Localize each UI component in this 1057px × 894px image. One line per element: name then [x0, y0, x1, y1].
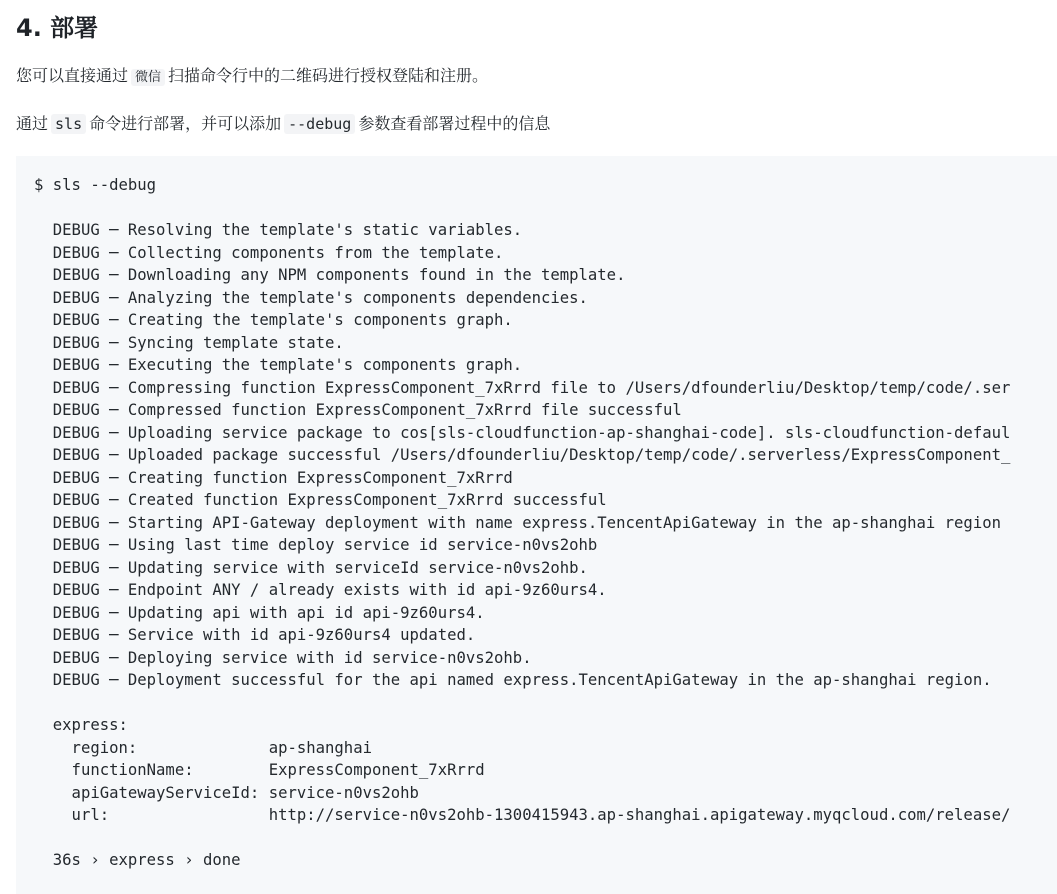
- inline-code-sls: sls: [51, 114, 86, 134]
- terminal-line: DEBUG ─ Deploying service with id service-n0vs2ohb.: [34, 648, 532, 667]
- terminal-line: DEBUG ─ Downloading any NPM components found in the template.: [34, 266, 626, 284]
- terminal-line: DEBUG ─ Collecting components from the template.: [34, 243, 504, 262]
- section-heading: 4. 部署: [16, 14, 99, 42]
- terminal-line: express:: [34, 716, 128, 734]
- terminal-line: url: http://service-n0vs2ohb-1300415943.ap-shanghai.apigateway.myqcloud.com/release/: [34, 806, 1011, 824]
- deploy-text-middle: 命令进行部署，并可以添加: [89, 114, 282, 133]
- terminal-line: $ sls --debug: [34, 176, 157, 194]
- terminal-line: DEBUG ─ Updating service with serviceId service-n0vs2ohb.: [34, 558, 588, 577]
- terminal-line: DEBUG ─ Uploading service package to cos[sls-cloudfunction-ap-shanghai-code]. sls-cloudfunction-defaul: [34, 423, 1011, 442]
- terminal-line: DEBUG ─ Created function ExpressComponent_7xRrrd successful: [34, 491, 607, 509]
- terminal-output: [34, 174, 1010, 872]
- terminal-line: DEBUG ─ Syncing template state.: [34, 333, 344, 352]
- terminal-line: DEBUG ─ Service with id api-9z60urs4 updated.: [34, 626, 476, 644]
- terminal-line: DEBUG ─ Updating api with api id api-9z60urs4.: [34, 603, 485, 622]
- terminal-line: DEBUG ─ Creating function ExpressComponent_7xRrrd: [34, 468, 513, 487]
- terminal-line: functionName: ExpressComponent_7xRrrd: [34, 761, 485, 779]
- terminal-line: [34, 827, 1010, 850]
- terminal-line: DEBUG ─ Starting API-Gateway deployment with name express.TencentApiGateway in the ap-shanghai region: [34, 513, 1001, 532]
- intro-text-after: 扫描命令行中的二维码进行授权登陆和注册。: [168, 66, 489, 85]
- deploy-text-after: 参数查看部署过程中的信息: [358, 114, 551, 133]
- intro-paragraph: [16, 63, 488, 91]
- terminal-line: DEBUG ─ Creating the template's components graph.: [34, 311, 513, 329]
- terminal-line: apiGatewayServiceId: service-n0vs2ohb: [34, 783, 419, 802]
- terminal-line: DEBUG ─ Using last time deploy service id service-n0vs2ohb: [34, 536, 598, 554]
- terminal-line: DEBUG ─ Uploaded package successful /Users/dfounderliu/Desktop/temp/code/.serverless/ExpressComponent_: [34, 446, 1011, 464]
- terminal-line: DEBUG ─ Deployment successful for the api named express.TencentApiGateway in the ap-shanghai region.: [34, 671, 992, 689]
- terminal-line: DEBUG ─ Compressed function ExpressComponent_7xRrrd file successful: [34, 401, 682, 419]
- deploy-text-before: 通过: [16, 114, 49, 133]
- terminal-line: [34, 197, 1010, 220]
- deploy-paragraph: [16, 111, 550, 137]
- terminal-line: DEBUG ─ Analyzing the template's components dependencies.: [34, 288, 588, 307]
- inline-code-wechat: 微信: [131, 69, 165, 86]
- intro-text-before: 您可以直接通过: [16, 66, 129, 85]
- terminal-line: DEBUG ─ Executing the template's components graph.: [34, 356, 523, 374]
- terminal-line: DEBUG ─ Compressing function ExpressComponent_7xRrrd file to /Users/dfounderliu/Desktop/temp/code/.ser: [34, 378, 1011, 397]
- inline-code-debug: --debug: [284, 114, 355, 134]
- terminal-code-block: [16, 156, 1057, 894]
- terminal-line: [34, 692, 1010, 715]
- terminal-line: DEBUG ─ Resolving the template's static variables.: [34, 221, 523, 239]
- terminal-line: DEBUG ─ Endpoint ANY / already exists with id api-9z60urs4.: [34, 581, 607, 599]
- terminal-line: region: ap-shanghai: [34, 738, 372, 757]
- terminal-line: 36s › express › done: [34, 851, 241, 869]
